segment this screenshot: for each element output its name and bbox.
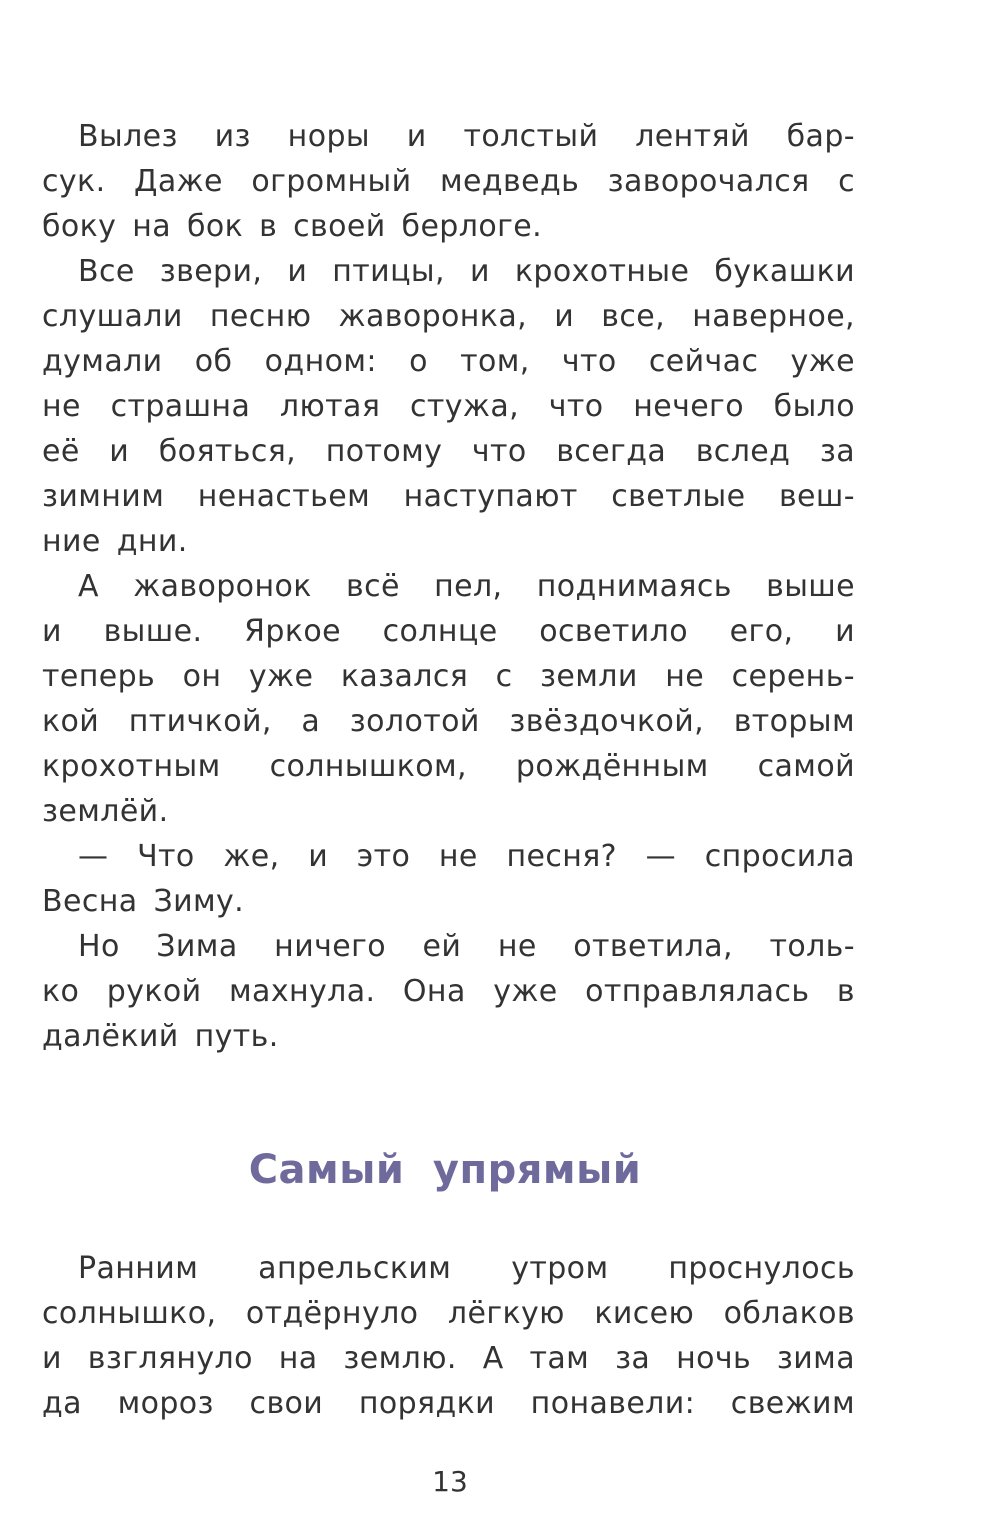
text-line: ние дни. (42, 524, 188, 559)
text-line: А жаворонок всё пел, поднимаясь выше (78, 569, 855, 604)
text-line: Весна Зиму. (42, 884, 245, 919)
page-number: 13 (432, 1465, 468, 1498)
text-line: Все звери, и птицы, и крохотные букашки (78, 254, 855, 289)
text-line: не страшна лютая стужа, что нечего было (42, 389, 855, 424)
text-line: и выше. Яркое солнце осветило его, и (42, 614, 855, 649)
text-line: кой птичкой, а золотой звёздочкой, вторым (42, 704, 855, 739)
section-title: Самый упрямый (248, 1147, 642, 1193)
text-line: зимним ненастьем наступают светлые веш- (42, 479, 855, 514)
text-line: теперь он уже казался с земли не серень- (42, 659, 855, 694)
text-line: и взглянуло на землю. А там за ночь зима (42, 1341, 855, 1376)
text-line: крохотным солнышком, рождённым самой (42, 749, 855, 784)
text-line: Ранним апрельским утром проснулось (78, 1251, 855, 1286)
text-line: ко рукой махнула. Она уже отправлялась в (42, 974, 855, 1009)
text-line: Но Зима ничего ей не ответила, толь- (78, 929, 855, 964)
text-line: солнышко, отдёрнуло лёгкую кисею облаков (42, 1296, 855, 1331)
text-line: далёкий путь. (42, 1019, 279, 1054)
text-line: землёй. (42, 794, 169, 829)
text-line: думали об одном: о том, что сейчас уже (42, 344, 855, 379)
text-block-bottom (42, 1246, 855, 1426)
text-line: слушали песню жаворонка, и все, наверное, (42, 299, 855, 334)
text-block-top (42, 114, 855, 1059)
text-line: Вылез из норы и толстый лентяй бар- (78, 119, 855, 154)
text-line: боку на бок в своей берлоге. (42, 209, 543, 244)
text-line: сук. Даже огромный медведь заворочался с (42, 164, 855, 199)
text-line: — Что же, и это не песня? — спросила (78, 839, 855, 874)
text-line: её и бояться, потому что всегда вслед за (42, 434, 855, 469)
text-line: да мороз свои порядки понавели: свежим (42, 1386, 855, 1421)
